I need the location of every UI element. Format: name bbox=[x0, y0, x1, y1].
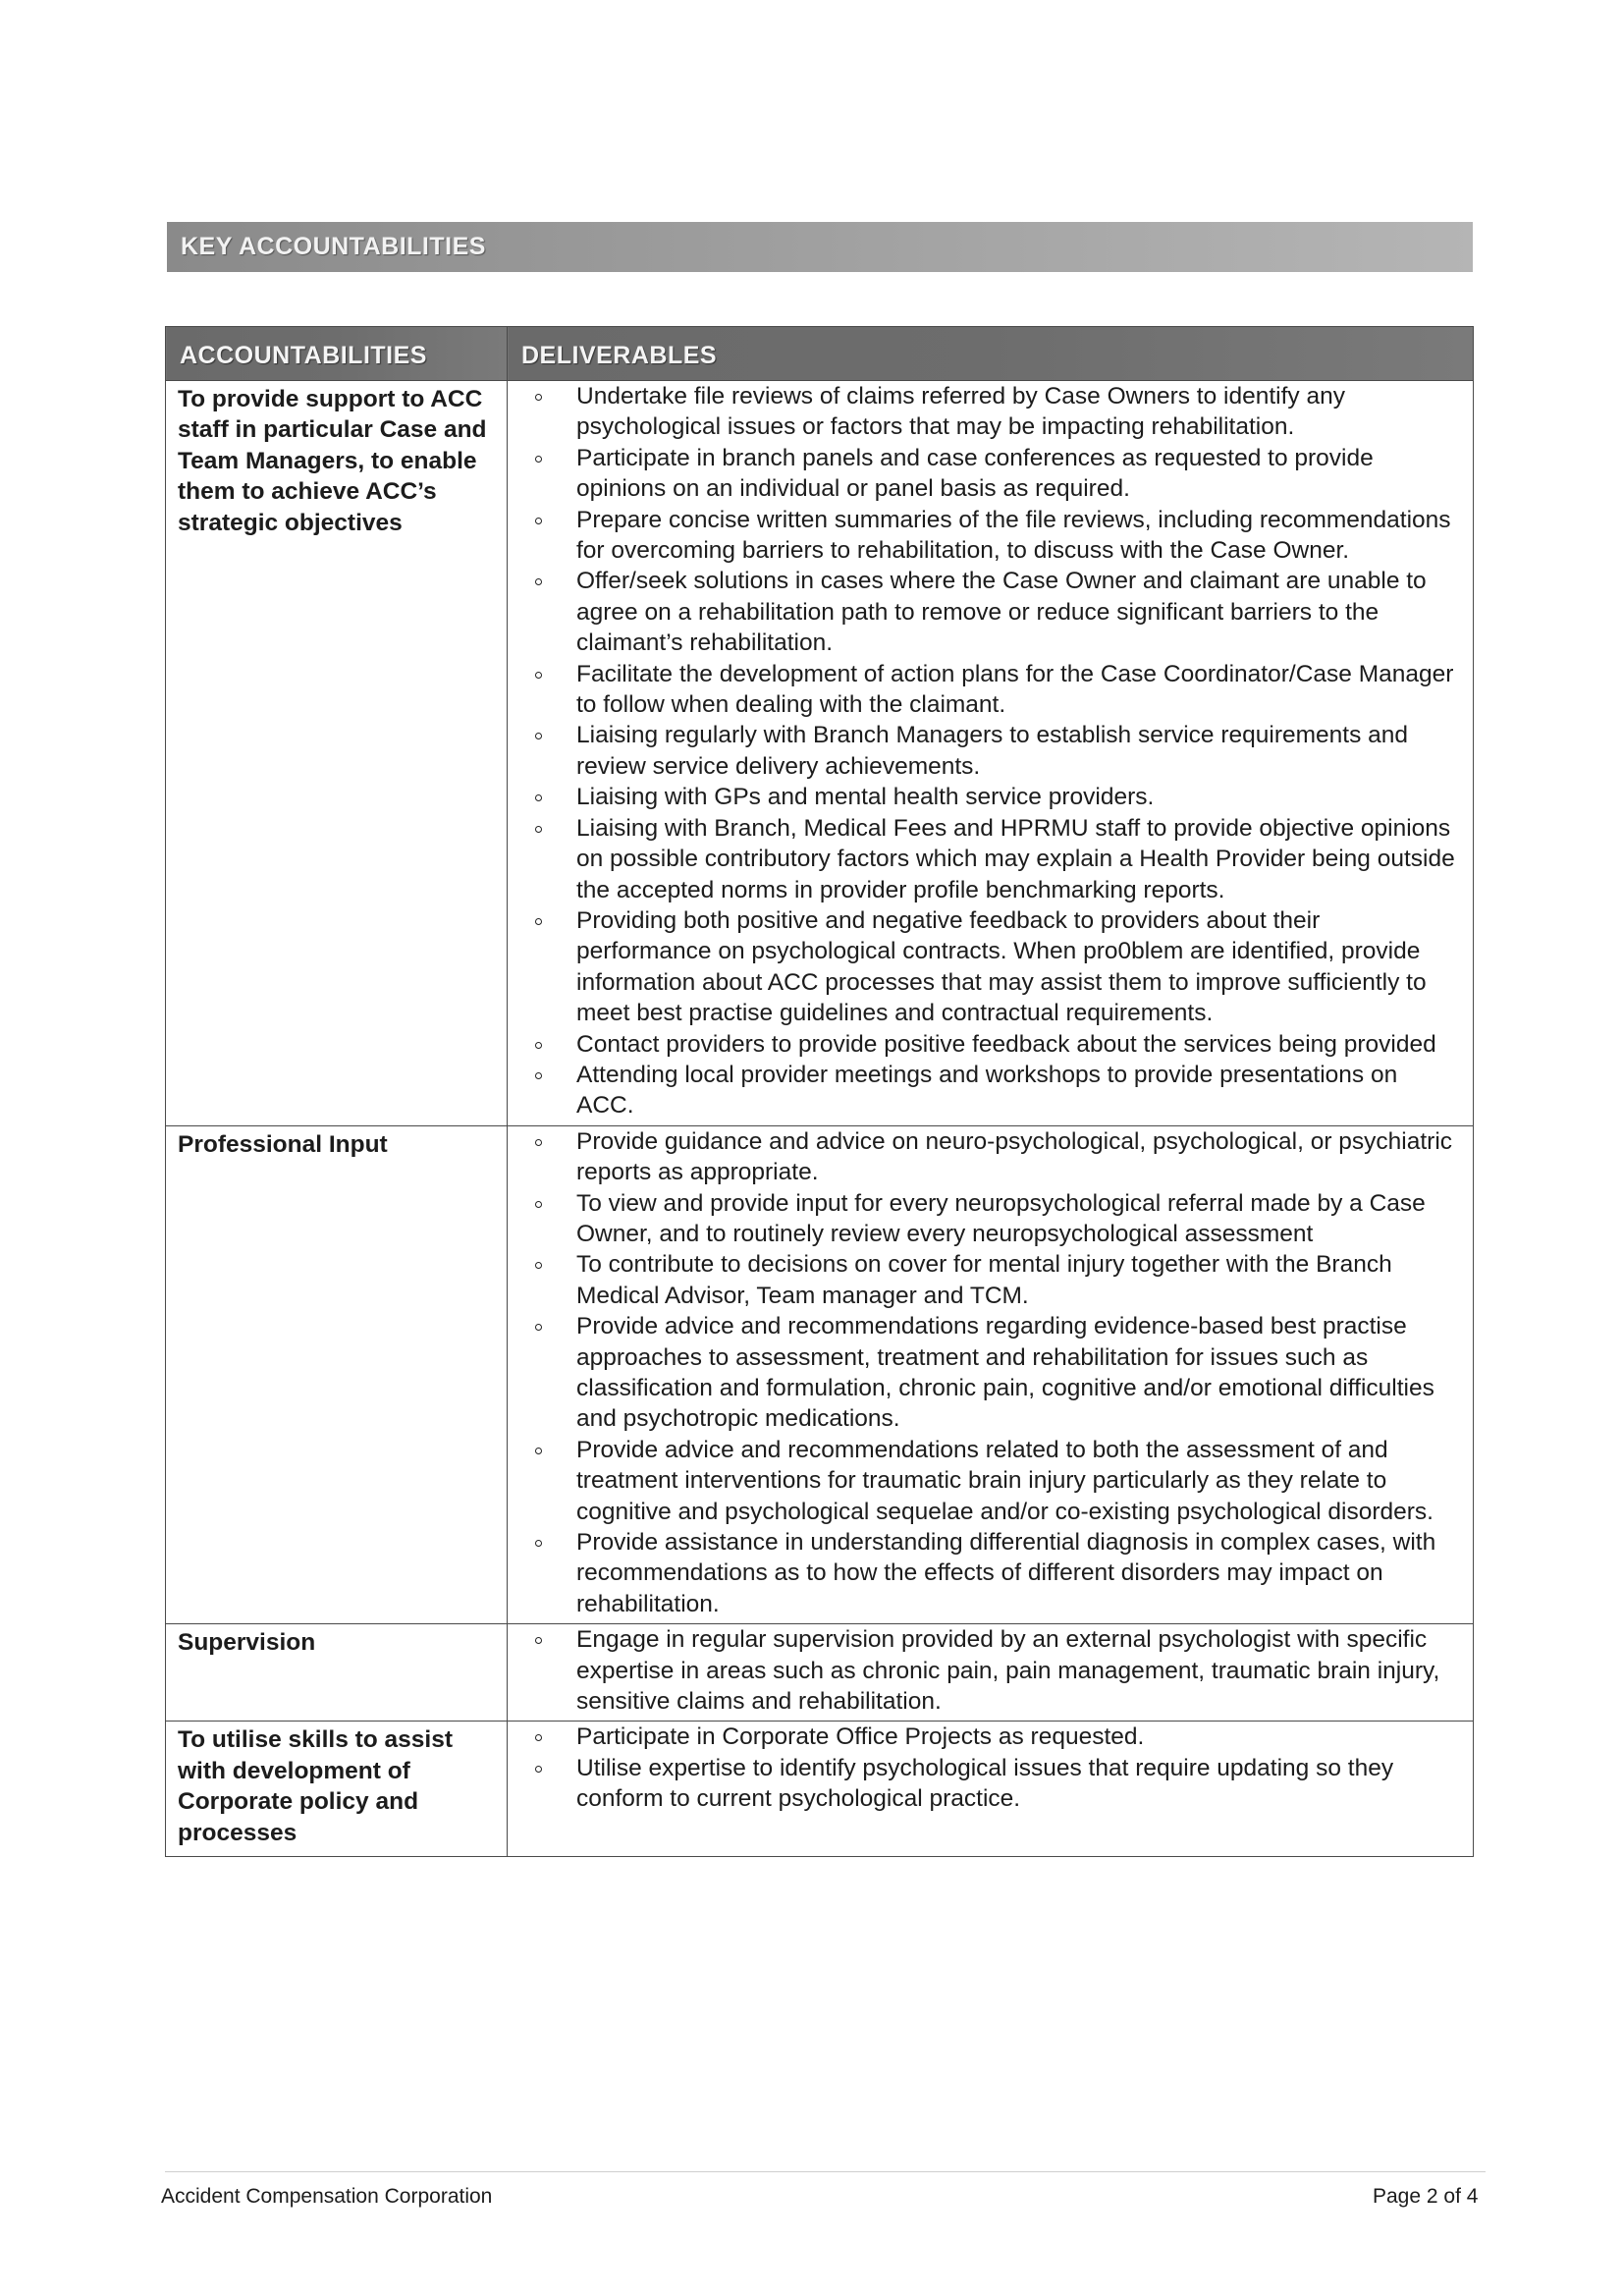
deliverable-text: Providing both positive and negative feedback to providers about their performance on psychological contracts. When pro0blem are identified, provide information about ACC processes that may assist them to improve sufficiently to meet best practise guidelines and contractual requirements. bbox=[576, 906, 1427, 1027]
deliverable-text: Utilise expertise to identify psychological issues that require updating so they conform to current psychological practice. bbox=[576, 1754, 1394, 1813]
bullet-icon bbox=[535, 578, 542, 585]
deliverable-text: Offer/seek solutions in cases where the Case Owner and claimant are unable to agree on a rehabilitation path to remove or reduce significant barriers to the claimant’s rehabilitation. bbox=[576, 568, 1427, 657]
deliverable-item bbox=[508, 813, 1459, 905]
deliverable-text: Facilitate the development of action plans for the Case Coordinator/Case Manager to follow when dealing with the claimant. bbox=[576, 660, 1454, 719]
deliverable-item bbox=[508, 505, 1459, 567]
deliverable-text: Participate in branch panels and case conferences as requested to provide opinions on an individual or panel basis as required. bbox=[576, 444, 1374, 503]
deliverable-text: Provide assistance in understanding differential diagnosis in complex cases, with recommendations as to how the effects of different disorders may impact on rehabilitation. bbox=[576, 1529, 1436, 1617]
deliverables-cell bbox=[508, 1624, 1474, 1722]
footer-divider bbox=[165, 2171, 1486, 2172]
deliverable-item bbox=[508, 1624, 1459, 1717]
deliverable-text: Participate in Corporate Office Projects as requested. bbox=[576, 1723, 1145, 1751]
bullet-icon bbox=[535, 1540, 542, 1547]
deliverable-text: Attending local provider meetings and workshops to provide presentations on ACC. bbox=[576, 1061, 1398, 1120]
footer-organization: Accident Compensation Corporation bbox=[161, 2185, 493, 2208]
header-deliverables: DELIVERABLES bbox=[508, 327, 1474, 381]
bullet-icon bbox=[535, 518, 542, 524]
deliverable-text: Engage in regular supervision provided by an external psychologist with specific expertise in areas such as chronic pain, pain management, traumatic brain injury, sensitive claims and rehabilitation. bbox=[576, 1626, 1440, 1716]
accountability-cell: To provide support to ACC staff in particular Case and Team Managers, to enable them to achieve ACC’s strategic objectives bbox=[166, 381, 508, 1126]
deliverable-item bbox=[508, 905, 1459, 1029]
bullet-icon bbox=[535, 1139, 542, 1146]
deliverable-item bbox=[508, 782, 1459, 812]
accountability-cell: Supervision bbox=[166, 1624, 508, 1722]
bullet-icon bbox=[535, 1448, 542, 1454]
deliverable-text: Undertake file reviews of claims referred by Case Owners to identify any psychological issues or factors that may be impacting rehabilitation. bbox=[576, 383, 1345, 441]
deliverable-item bbox=[508, 1029, 1459, 1060]
bullet-icon bbox=[535, 1637, 542, 1644]
table-row bbox=[166, 381, 1474, 1126]
bullet-icon bbox=[535, 1734, 542, 1741]
footer-page-number: Page 2 of 4 bbox=[1373, 2185, 1479, 2208]
deliverable-text: Provide advice and recommendations related to both the assessment of and treatment interventions for traumatic brain injury particularly as they relate to cognitive and psychological sequelae and/or co-existing psychological disorders. bbox=[576, 1436, 1434, 1525]
accountability-cell: To utilise skills to assist with development of Corporate policy and processes bbox=[166, 1722, 508, 1857]
deliverable-text: Prepare concise written summaries of the file reviews, including recommendations for overcoming barriers to rehabilitation, to discuss with the Case Owner. bbox=[576, 506, 1451, 565]
header-accountabilities: ACCOUNTABILITIES bbox=[166, 327, 508, 381]
bullet-icon bbox=[535, 394, 542, 401]
deliverable-item bbox=[508, 1188, 1459, 1250]
deliverables-list bbox=[508, 1624, 1459, 1717]
deliverables-cell bbox=[508, 1722, 1474, 1857]
bullet-icon bbox=[535, 1262, 542, 1269]
table-row bbox=[166, 1722, 1474, 1857]
deliverable-item bbox=[508, 1311, 1459, 1435]
table-row bbox=[166, 1125, 1474, 1624]
deliverables-list bbox=[508, 1722, 1459, 1814]
bullet-icon bbox=[535, 1042, 542, 1049]
deliverable-item bbox=[508, 566, 1459, 658]
deliverable-text: Provide advice and recommendations regarding evidence-based best practise approaches to assessment, treatment and rehabilitation for issues such as classification and formulation, chronic pain, cognitive and/or emotional difficulties and psychotropic medications. bbox=[576, 1313, 1434, 1433]
deliverable-text: Liaising regularly with Branch Managers to establish service requirements and review service delivery achievements. bbox=[576, 722, 1409, 780]
deliverable-item bbox=[508, 1722, 1459, 1752]
deliverable-item bbox=[508, 381, 1459, 443]
bullet-icon bbox=[535, 456, 542, 463]
deliverables-cell bbox=[508, 1125, 1474, 1624]
deliverable-item bbox=[508, 1527, 1459, 1619]
deliverable-item bbox=[508, 1435, 1459, 1527]
deliverables-list bbox=[508, 381, 1459, 1121]
bullet-icon bbox=[535, 672, 542, 679]
table-row bbox=[166, 1624, 1474, 1722]
bullet-icon bbox=[535, 918, 542, 925]
deliverables-list bbox=[508, 1126, 1459, 1620]
table-header-row bbox=[166, 327, 1474, 381]
accountability-cell: Professional Input bbox=[166, 1125, 508, 1624]
bullet-icon bbox=[535, 1201, 542, 1208]
bullet-icon bbox=[535, 1766, 542, 1773]
deliverable-text: Provide guidance and advice on neuro-psychological, psychological, or psychiatric reports as appropriate. bbox=[576, 1127, 1453, 1186]
deliverable-item bbox=[508, 659, 1459, 721]
bullet-icon bbox=[535, 733, 542, 739]
bullet-icon bbox=[535, 1072, 542, 1079]
bullet-icon bbox=[535, 1324, 542, 1331]
deliverable-text: To view and provide input for every neuropsychological referral made by a Case Owner, and to routinely review every neuropsychological assessment bbox=[576, 1189, 1426, 1247]
deliverable-item bbox=[508, 1060, 1459, 1121]
deliverable-item bbox=[508, 720, 1459, 782]
section-title: KEY ACCOUNTABILITIES bbox=[167, 222, 1473, 272]
deliverables-cell bbox=[508, 381, 1474, 1126]
deliverable-item bbox=[508, 1753, 1459, 1815]
deliverable-text: Liaising with Branch, Medical Fees and HPRMU staff to provide objective opinions on possible contributory factors which may explain a Health Provider being outside the accepted norms in provider profile benchmarking reports. bbox=[576, 814, 1455, 903]
deliverable-text: To contribute to decisions on cover for mental injury together with the Branch Medical Advisor, Team manager and TCM. bbox=[576, 1251, 1392, 1309]
deliverable-text: Liaising with GPs and mental health service providers. bbox=[576, 784, 1155, 811]
bullet-icon bbox=[535, 826, 542, 833]
accountabilities-table bbox=[165, 326, 1474, 1857]
deliverable-item bbox=[508, 1249, 1459, 1311]
deliverable-text: Contact providers to provide positive feedback about the services being provided bbox=[576, 1030, 1436, 1058]
bullet-icon bbox=[535, 794, 542, 801]
deliverable-item bbox=[508, 443, 1459, 505]
deliverable-item bbox=[508, 1126, 1459, 1188]
